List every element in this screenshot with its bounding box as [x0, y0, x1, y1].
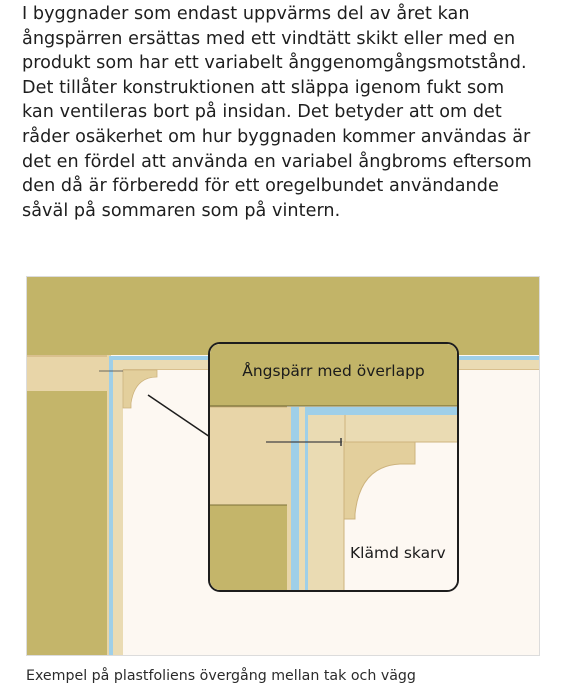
wall-board: [113, 360, 123, 656]
paragraph-line: produkt som har ett variabelt ånggenomgångsmotstånd.: [22, 53, 527, 74]
paragraph-line: I byggnader som endast uppvärms del av året kan: [22, 4, 470, 24]
intro-paragraph: [22, 2, 562, 223]
vapor-barrier-wall: [109, 356, 113, 656]
paragraph-line: Det tillåter konstruktionen att släppa igenom fukt som: [22, 77, 505, 98]
clamped-joint-label: Klämd skarv: [350, 544, 446, 562]
figure-caption: Exempel på plastfoliens övergång mellan tak och vägg: [26, 668, 416, 684]
top-plate-detail: [210, 407, 287, 505]
detail-callout: [208, 342, 459, 592]
vapor-barrier-roof-detail: [305, 407, 459, 415]
roof-wall-junction-illustration: [26, 276, 540, 656]
paragraph-line: råder osäkerhet om hur byggnaden kommer användas är: [22, 126, 531, 147]
wall-insulation-detail: [210, 505, 287, 592]
paragraph-line: såväl på sommaren som på vintern.: [22, 200, 341, 221]
paragraph-line: den då är förberedd för ett oregelbundet användande: [22, 176, 499, 197]
wall-insulation: [27, 355, 107, 656]
paragraph-line: ångspärren ersättas med ett vindtätt skikt eller med en: [22, 28, 516, 49]
paragraph-line: kan ventileras bort på insidan. Det betyder att om det: [22, 102, 502, 123]
top-plate: [27, 355, 107, 391]
ceiling-board-detail: [308, 415, 459, 442]
wall-board-detail: [308, 442, 344, 592]
paragraph-line: det en fördel att använda en variabel ångbroms eftersom: [22, 151, 532, 172]
callout-title: Ångspärr med överlapp: [242, 362, 425, 380]
vapor-barrier-wall-detail: [291, 407, 299, 592]
